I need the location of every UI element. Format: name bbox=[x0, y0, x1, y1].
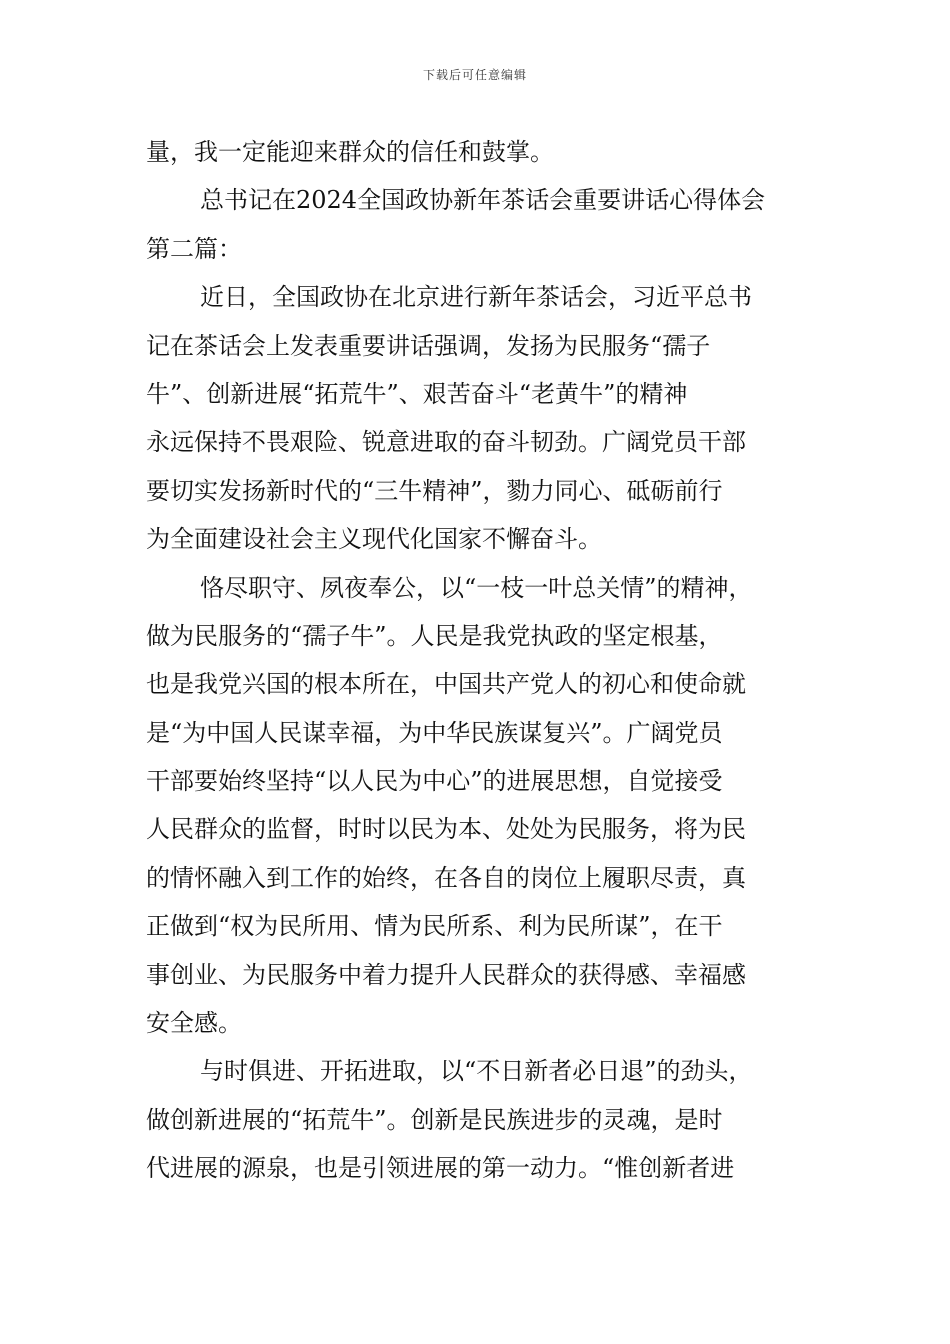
text-line: 干部要始终坚持“以人民为中心”的进展思想，自觉接受 bbox=[146, 767, 723, 796]
text-line: 事创业、为民服务中着力提升人民群众的获得感、幸福感 bbox=[146, 960, 746, 989]
text-line: 牛”、创新进展“拓荒牛”、艰苦奋斗“老黄牛”的精神 bbox=[146, 379, 688, 408]
text-line: 是“为中国人民谋幸福，为中华民族谋复兴”。广阔党员 bbox=[146, 718, 723, 747]
text-line: 第二篇： bbox=[146, 234, 242, 263]
document-body bbox=[146, 128, 806, 1193]
text-line: 近日，全国政协在北京进行新年茶话会，习近平总书 bbox=[200, 283, 752, 312]
text-line: 与时俱进、开拓进取，以“不日新者必日退”的劲头， bbox=[200, 1057, 753, 1086]
text-line: 永远保持不畏艰险、锐意进取的奋斗韧劲。广阔党员干部 bbox=[146, 428, 746, 457]
text-line: 记在茶话会上发表重要讲话强调，发扬为民服务“孺子 bbox=[146, 331, 711, 360]
text-line: 总书记在2024全国政协新年茶话会重要讲话心得体会 bbox=[200, 186, 766, 215]
text-line: 安全感。 bbox=[146, 1009, 242, 1038]
text-line: 也是我党兴国的根本所在，中国共产党人的初心和使命就 bbox=[146, 670, 746, 699]
text-line: 量，我一定能迎来群众的信任和鼓掌。 bbox=[146, 138, 554, 166]
text-line: 的情怀融入到工作的始终，在各自的岗位上履职尽责，真 bbox=[146, 863, 746, 892]
text-line: 要切实发扬新时代的“三牛精神”，勠力同心、砥砺前行 bbox=[146, 476, 723, 505]
text-line: 恪尽职守、夙夜奉公，以“一枝一叶总关情”的精神， bbox=[200, 573, 753, 602]
text-line: 正做到“权为民所用、情为民所系、利为民所谋”，在干 bbox=[146, 912, 723, 941]
text-line: 做创新进展的“拓荒牛”。创新是民族进步的灵魂，是时 bbox=[146, 1105, 723, 1134]
text-line: 代进展的源泉，也是引领进展的第一动力。“惟创新者进 bbox=[146, 1154, 735, 1183]
page-header: 下载后可任意编辑 bbox=[422, 68, 527, 82]
text-line: 做为民服务的“孺子牛”。人民是我党执政的坚定根基， bbox=[146, 621, 723, 650]
text-line: 为全面建设社会主义现代化国家不懈奋斗。 bbox=[146, 525, 602, 554]
text-line: 人民群众的监督，时时以民为本、处处为民服务，将为民 bbox=[146, 815, 746, 844]
